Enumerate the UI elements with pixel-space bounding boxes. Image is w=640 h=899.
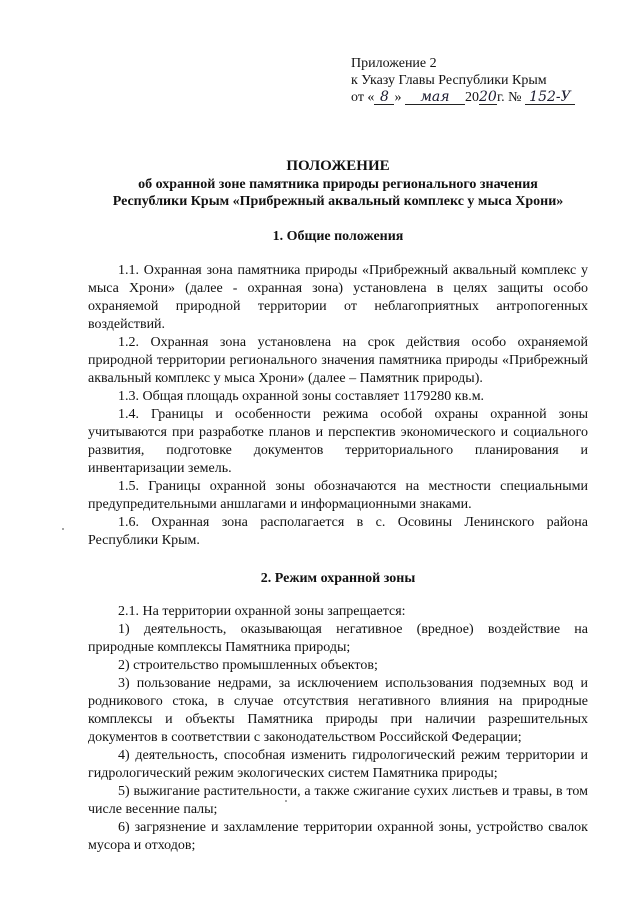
document-title-block [88, 157, 588, 210]
list-item-3: 3) пользование недрами, за исключением использования подземных вод и родникового стока, в случае отсутствия негативного влияния на природные комплексы и объекты Памятника природы при наличии разрешительных документов в соответствии с законодательством Российской Федерации; [88, 676, 588, 745]
annex-decree-reference: к Указу Главы Республики Крым [351, 73, 547, 88]
list-item-6: 6) загрязнение и захламление территории охранной зоны, устройство свалок мусора и отходов; [88, 820, 588, 853]
section-2-title: 2. Режим охранной зоны [260, 571, 416, 586]
document-title: ПОЛОЖЕНИЕ [286, 158, 390, 174]
date-suffix: г. № [496, 90, 522, 105]
paragraph-1-1: 1.1. Охранная зона памятника природы «Прибрежный аквальный комплекс у мыса Хрони» (далее - охранная зона) установлена в целях защиты особо охраняемой природной территории от неблагоприятных антропогенных воздействий. [88, 263, 588, 332]
handwritten-number: 152-У [525, 90, 575, 105]
list-item-4: 4) деятельность, способная изменить гидрологический режим территории и гидрологический режим экологических систем Памятника природы; [88, 748, 588, 781]
annex-title: Приложение 2 [351, 56, 437, 71]
annex-date-line [351, 89, 575, 106]
document-subtitle-line-1: об охранной зоне памятника природы регионального значения [138, 177, 538, 192]
section-1-title: 1. Общие положения [272, 229, 404, 244]
scan-artifact-dot [285, 800, 287, 802]
document-subtitle-line-2: Республики Крым «Прибрежный аквальный комплекс у мыса Хрони» [112, 194, 564, 209]
list-item-5: 5) выжигание растительности, а также сжигание сухих листьев и травы, в том числе весенние палы; [88, 784, 588, 817]
paragraph-1-2: 1.2. Охранная зона установлена на срок действия особо охраняемой природной территории регионального значения памятника природы «Прибрежный аквальный комплекс у мыса Хрони» (далее – Памятник природы). [88, 335, 588, 386]
scan-artifact-dot [62, 528, 64, 530]
paragraph-1-4: 1.4. Границы и особенности режима особой охраны охранной зоны учитываются при разработке планов и перспектив экономического и социального развития, подготовке документов территориального планирования и инвентаризации земель. [88, 407, 588, 476]
paragraph-1-6: 1.6. Охранная зона располагается в с. Осовины Ленинского района Республики Крым. [88, 515, 588, 548]
list-item-1: 1) деятельность, оказывающая негативное (вредное) воздействие на природные комплексы Памятника природы; [88, 622, 588, 655]
handwritten-year: 20 [479, 89, 497, 105]
paragraph-1-5: 1.5. Границы охранной зоны обозначаются на местности специальными предупредительными аншлагами и информационными знаками. [88, 479, 588, 512]
handwritten-month: мая [405, 90, 465, 105]
paragraph-2-1: 2.1. На территории охранной зоны запрещается: [118, 604, 406, 619]
paragraph-1-3: 1.3. Общая площадь охранной зоны составляет 1179280 кв.м. [118, 389, 485, 404]
list-item-2: 2) строительство промышленных объектов; [118, 658, 378, 673]
section-1-body [88, 262, 588, 550]
handwritten-day: 8 [374, 90, 394, 105]
section-2-body [88, 603, 588, 855]
annex-header [351, 55, 575, 106]
year-prefix: 20 [464, 90, 479, 105]
date-prefix: от « [351, 90, 375, 105]
date-mid: » [394, 90, 402, 105]
